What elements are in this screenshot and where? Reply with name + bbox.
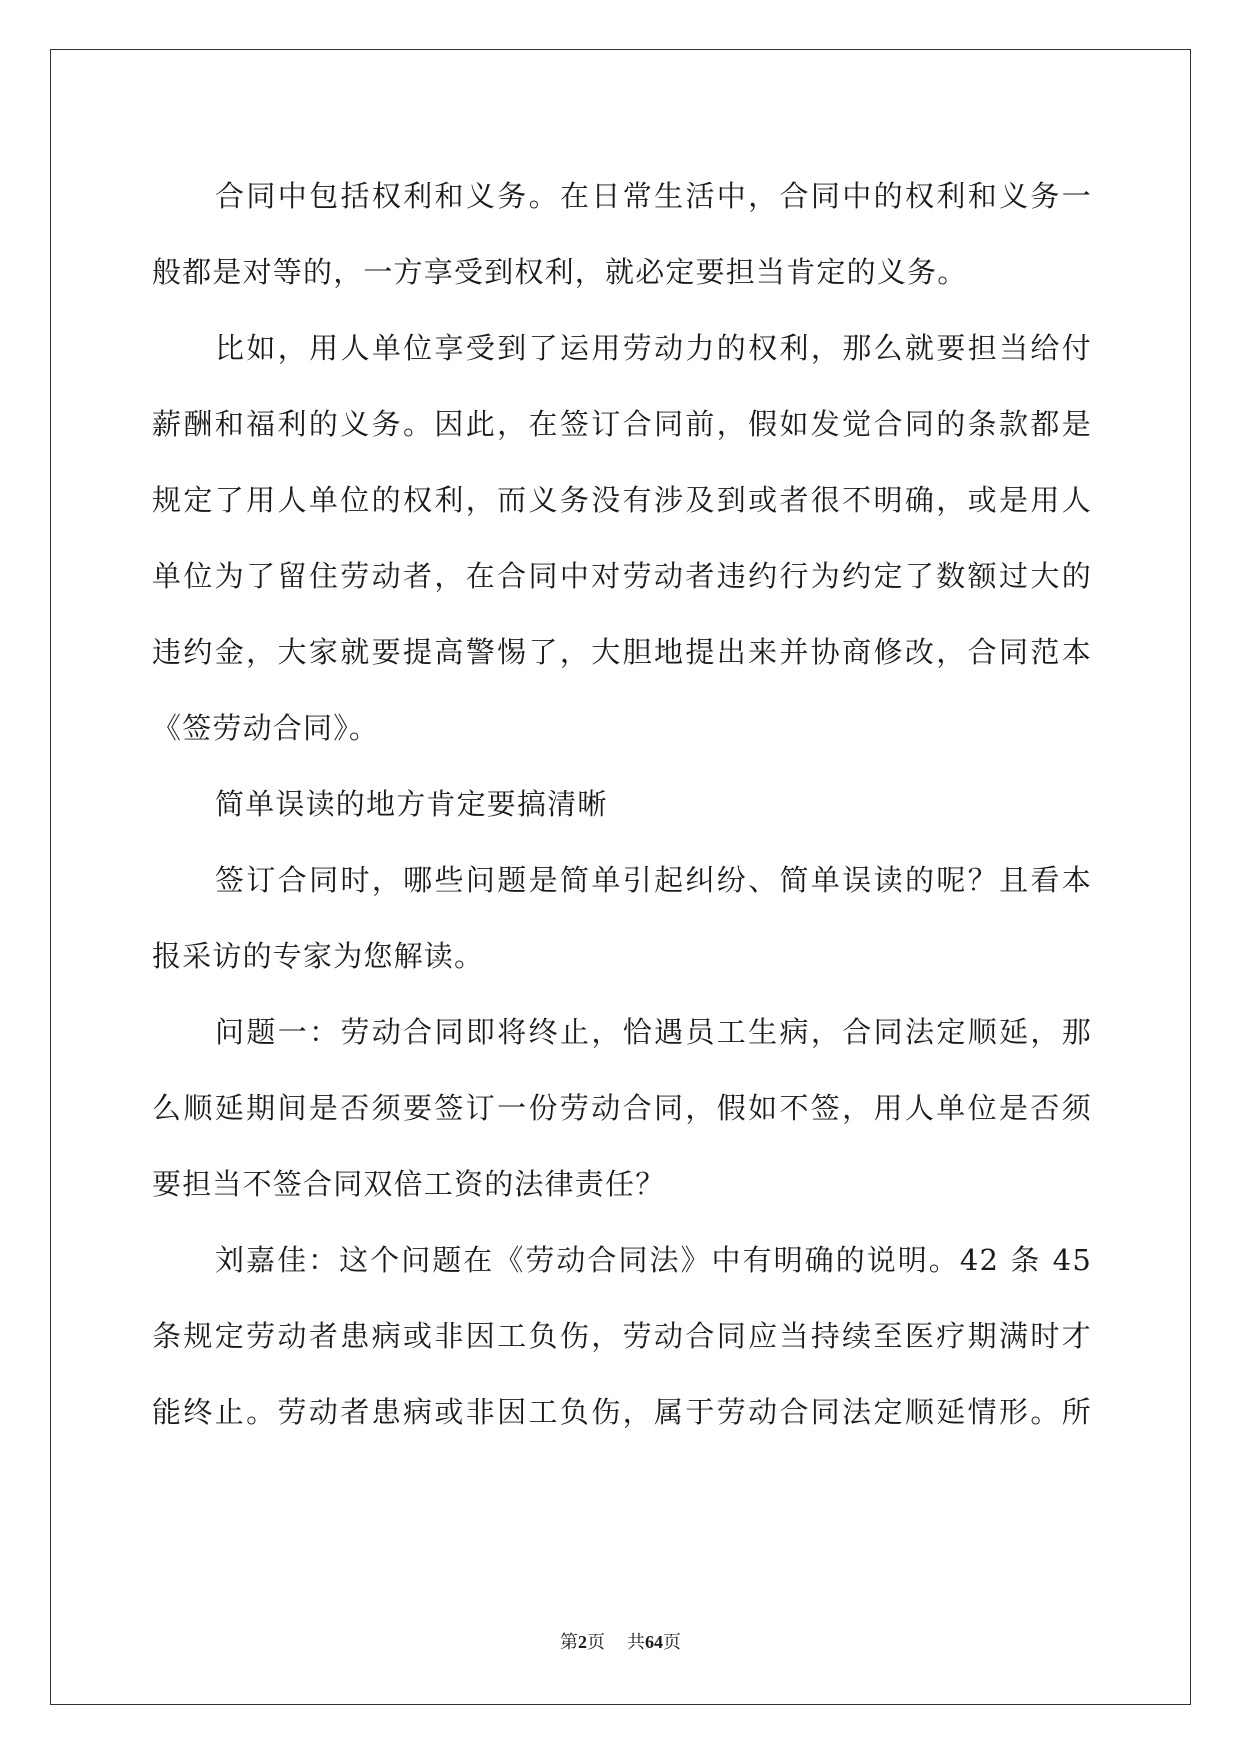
text-line: 规定了用人单位的权利，而义务没有涉及到或者很不明确，或是用人	[152, 483, 1092, 517]
text-line: 比如，用人单位享受到了运用劳动力的权利，那么就要担当给付	[215, 331, 1092, 365]
footer-page-number: 2	[578, 1632, 587, 1652]
text-line: 报采访的专家为您解读。	[152, 939, 485, 973]
text-line: 薪酬和福利的义务。因此，在签订合同前，假如发觉合同的条款都是	[152, 407, 1092, 441]
text-line: 般都是对等的，一方享受到权利，就必定要担当肯定的义务。	[152, 255, 968, 289]
text-line: 刘嘉佳：这个问题在《劳动合同法》中有明确的说明。42 条 45	[215, 1243, 1092, 1277]
footer-total-suffix: 页	[663, 1632, 681, 1653]
text-line: 《签劳动合同》。	[152, 711, 380, 745]
footer-total-prefix: 共	[627, 1632, 645, 1653]
page-footer	[0, 1630, 1241, 1655]
footer-page-prefix: 第	[560, 1632, 578, 1653]
text-line: 条规定劳动者患病或非因工负伤，劳动合同应当持续至医疗期满时才	[152, 1319, 1092, 1353]
text-line: 简单误读的地方肯定要搞清晰	[215, 787, 608, 821]
text-line: 签订合同时，哪些问题是简单引起纠纷、简单误读的呢？且看本	[215, 863, 1092, 897]
text-line: 么顺延期间是否须要签订一份劳动合同，假如不签，用人单位是否须	[152, 1091, 1092, 1125]
document-body	[152, 158, 1092, 1450]
text-line: 单位为了留住劳动者，在合同中对劳动者违约行为约定了数额过大的	[152, 559, 1092, 593]
text-line: 能终止。劳动者患病或非因工负伤，属于劳动合同法定顺延情形。所	[152, 1395, 1092, 1429]
footer-total-pages: 64	[645, 1632, 663, 1652]
text-line: 违约金，大家就要提高警惕了，大胆地提出来并协商修改，合同范本	[152, 635, 1092, 669]
footer-page-suffix: 页	[587, 1632, 605, 1653]
text-line: 合同中包括权利和义务。在日常生活中，合同中的权利和义务一	[215, 179, 1092, 213]
text-line: 问题一：劳动合同即将终止，恰遇员工生病，合同法定顺延，那	[215, 1015, 1092, 1049]
text-line: 要担当不签合同双倍工资的法律责任？	[152, 1167, 666, 1201]
